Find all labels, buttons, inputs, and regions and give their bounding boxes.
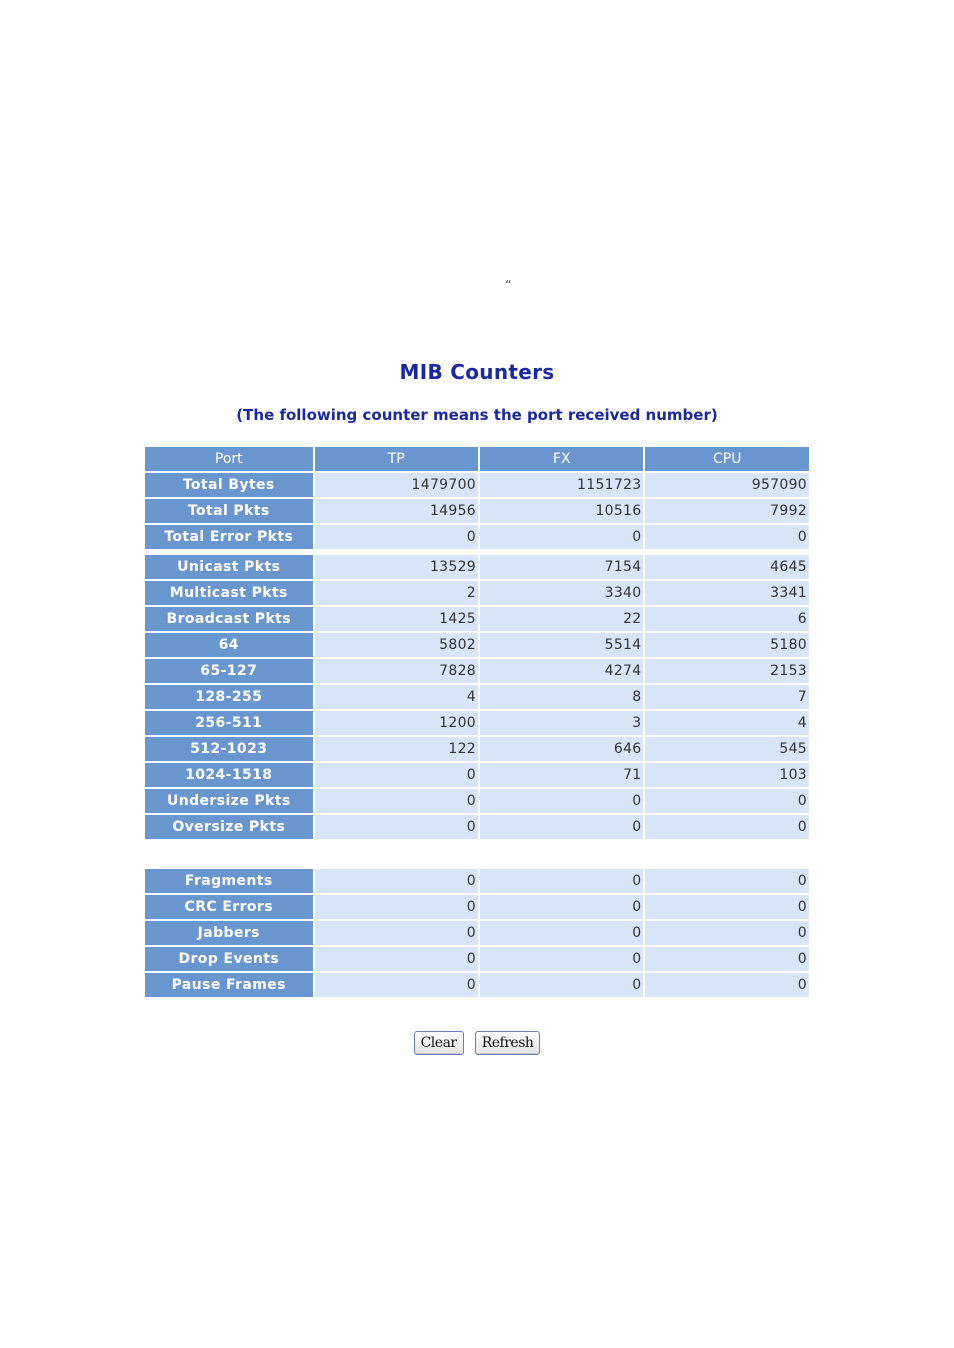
page-title: MIB Counters <box>399 360 555 384</box>
row-label: 64 <box>145 633 313 657</box>
row-label: Drop Events <box>145 947 313 971</box>
cell-tp: 1479700 <box>315 473 478 497</box>
row-label: Total Bytes <box>145 473 313 497</box>
cell-cpu: 0 <box>645 815 809 839</box>
table-row <box>145 789 809 813</box>
row-label: Oversize Pkts <box>145 815 313 839</box>
quote-mark: “ <box>505 278 512 292</box>
cell-cpu: 0 <box>645 789 809 813</box>
cell-cpu: 4 <box>645 711 809 735</box>
row-label: Total Error Pkts <box>145 525 313 549</box>
cell-fx: 0 <box>480 869 643 893</box>
row-label: Pause Frames <box>145 973 313 997</box>
cell-tp: 0 <box>315 525 478 549</box>
cell-tp: 5802 <box>315 633 478 657</box>
table-row <box>145 607 809 631</box>
cell-tp: 14956 <box>315 499 478 523</box>
cell-fx: 5514 <box>480 633 643 657</box>
table-row <box>145 869 809 893</box>
cell-tp: 2 <box>315 581 478 605</box>
row-label: Jabbers <box>145 921 313 945</box>
cell-cpu: 5180 <box>645 633 809 657</box>
cell-fx: 3 <box>480 711 643 735</box>
cell-cpu: 0 <box>645 973 809 997</box>
cell-fx: 0 <box>480 525 643 549</box>
row-label: Fragments <box>145 869 313 893</box>
cell-fx: 3340 <box>480 581 643 605</box>
cell-fx: 4274 <box>480 659 643 683</box>
row-label: Undersize Pkts <box>145 789 313 813</box>
table-row <box>145 581 809 605</box>
table-row <box>145 763 809 787</box>
cell-tp: 0 <box>315 869 478 893</box>
cell-cpu: 0 <box>645 947 809 971</box>
cell-cpu: 545 <box>645 737 809 761</box>
column-header-tp: TP <box>315 447 478 471</box>
table-row <box>145 947 809 971</box>
cell-cpu: 0 <box>645 869 809 893</box>
table-row <box>145 685 809 709</box>
cell-cpu: 3341 <box>645 581 809 605</box>
table-row <box>145 633 809 657</box>
row-label: 512-1023 <box>145 737 313 761</box>
cell-tp: 0 <box>315 973 478 997</box>
cell-fx: 646 <box>480 737 643 761</box>
row-spacer-cell <box>145 551 809 553</box>
cell-cpu: 7992 <box>645 499 809 523</box>
cell-fx: 1151723 <box>480 473 643 497</box>
cell-fx: 0 <box>480 973 643 997</box>
cell-tp: 13529 <box>315 555 478 579</box>
column-header-fx: FX <box>480 447 643 471</box>
cell-cpu: 0 <box>645 895 809 919</box>
refresh-button[interactable]: Refresh <box>475 1031 541 1055</box>
cell-tp: 1200 <box>315 711 478 735</box>
cell-fx: 0 <box>480 815 643 839</box>
cell-tp: 0 <box>315 789 478 813</box>
table-row <box>145 555 809 579</box>
row-label: CRC Errors <box>145 895 313 919</box>
table-row <box>145 711 809 735</box>
row-label: 65-127 <box>145 659 313 683</box>
cell-tp: 0 <box>315 895 478 919</box>
cell-cpu: 957090 <box>645 473 809 497</box>
cell-cpu: 0 <box>645 921 809 945</box>
table-row <box>145 525 809 549</box>
cell-cpu: 2153 <box>645 659 809 683</box>
table-row <box>145 499 809 523</box>
cell-cpu: 6 <box>645 607 809 631</box>
row-label: 256-511 <box>145 711 313 735</box>
table-header-row <box>145 447 809 471</box>
cell-fx: 0 <box>480 921 643 945</box>
column-header-port: Port <box>145 447 313 471</box>
row-label: Broadcast Pkts <box>145 607 313 631</box>
cell-fx: 0 <box>480 947 643 971</box>
table-row <box>145 737 809 761</box>
row-label: Unicast Pkts <box>145 555 313 579</box>
row-label: 1024-1518 <box>145 763 313 787</box>
row-label: Multicast Pkts <box>145 581 313 605</box>
cell-tp: 122 <box>315 737 478 761</box>
clear-button[interactable]: Clear <box>414 1031 464 1055</box>
cell-tp: 0 <box>315 763 478 787</box>
page-subtitle: (The following counter means the port received number) <box>236 406 718 424</box>
table-row <box>145 659 809 683</box>
row-label: Total Pkts <box>145 499 313 523</box>
cell-fx: 0 <box>480 789 643 813</box>
cell-tp: 0 <box>315 921 478 945</box>
cell-tp: 7828 <box>315 659 478 683</box>
table-row <box>145 921 809 945</box>
cell-tp: 1425 <box>315 607 478 631</box>
column-header-cpu: CPU <box>645 447 809 471</box>
cell-tp: 0 <box>315 947 478 971</box>
button-bar <box>0 1031 954 1055</box>
mib-counters-table-errors <box>143 867 811 999</box>
cell-cpu: 0 <box>645 525 809 549</box>
cell-fx: 71 <box>480 763 643 787</box>
row-spacer <box>145 551 809 553</box>
table-row <box>145 973 809 997</box>
cell-fx: 7154 <box>480 555 643 579</box>
cell-fx: 0 <box>480 895 643 919</box>
table-row <box>145 815 809 839</box>
cell-fx: 10516 <box>480 499 643 523</box>
cell-cpu: 103 <box>645 763 809 787</box>
table-row <box>145 895 809 919</box>
cell-tp: 0 <box>315 815 478 839</box>
cell-tp: 4 <box>315 685 478 709</box>
table-row <box>145 473 809 497</box>
row-label: 128-255 <box>145 685 313 709</box>
mib-counters-table <box>143 445 811 841</box>
cell-fx: 22 <box>480 607 643 631</box>
cell-cpu: 4645 <box>645 555 809 579</box>
cell-fx: 8 <box>480 685 643 709</box>
cell-cpu: 7 <box>645 685 809 709</box>
